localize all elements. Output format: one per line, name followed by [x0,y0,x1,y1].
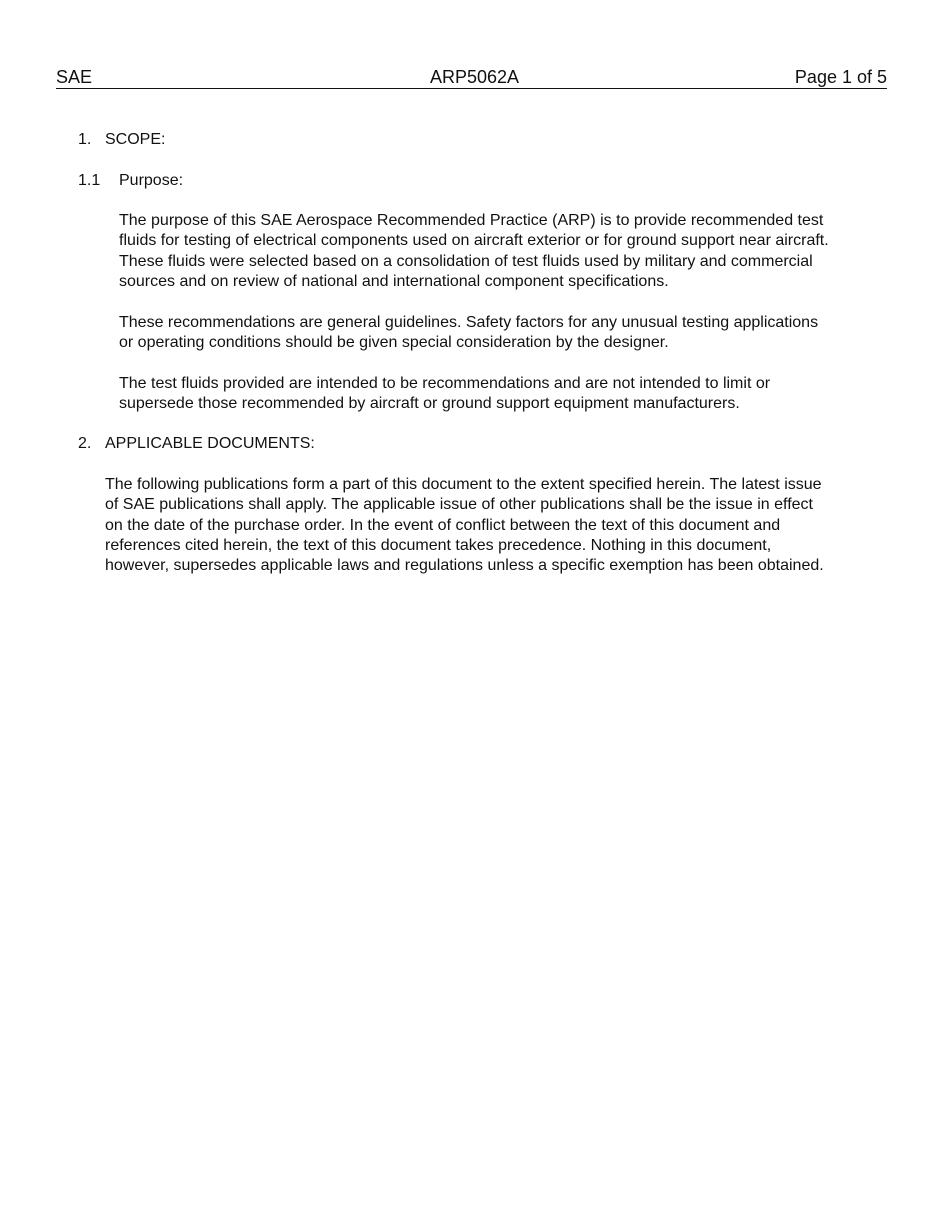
paragraph-line: These recommendations are general guidelines. Safety factors for any unusual testing applications [119,314,819,331]
paragraph-line: of SAE publications shall apply. The applicable issue of other publications shall be the issue in effect [105,496,813,514]
paragraph-line: on the date of the purchase order. In the event of conflict between the text of this document and [105,516,781,534]
paragraph-line: These fluids were selected based on a consolidation of test fluids used by military and commercial [119,252,813,270]
section-2-title: APPLICABLE DOCUMENTS: [105,435,315,452]
section-1-1-number: 1.1 [78,172,101,189]
paragraph-line: fluids for testing of electrical components used on aircraft exterior or for ground support near aircraft. [119,232,829,250]
paragraph-line: The following publications form a part of this document to the extent specified herein. The latest issue [105,476,822,493]
paragraph-line: The purpose of this SAE Aerospace Recommended Practice (ARP) is to provide recommended test [119,212,824,229]
purpose-paragraph-2 [119,313,818,354]
page-header [56,66,887,89]
applicable-documents-paragraph [105,475,824,576]
paragraph-line: The test fluids provided are intended to be recommendations and are not intended to limit or [119,375,771,392]
section-2-number: 2. [78,435,92,452]
paragraph-line: however, supersedes applicable laws and regulations unless a specific exemption has been obtained. [105,557,824,575]
header-org: SAE [56,67,93,87]
section-1-1-title: Purpose: [119,172,184,189]
purpose-paragraph-3 [119,374,770,415]
paragraph-line: sources and on review of national and international component specifications. [119,272,669,290]
paragraph-line: or operating conditions should be given special consideration by the designer. [119,334,669,352]
purpose-paragraph-1 [119,211,829,292]
paragraph-line: references cited herein, the text of this document takes precedence. Nothing in this document, [105,536,772,554]
section-1-number: 1. [78,131,92,148]
header-page-number: Page 1 of 5 [794,67,887,87]
paragraph-line: supersede those recommended by aircraft or ground support equipment manufacturers. [119,395,740,413]
section-1-title: SCOPE: [105,131,166,148]
header-doc-id: ARP5062A [430,67,520,87]
